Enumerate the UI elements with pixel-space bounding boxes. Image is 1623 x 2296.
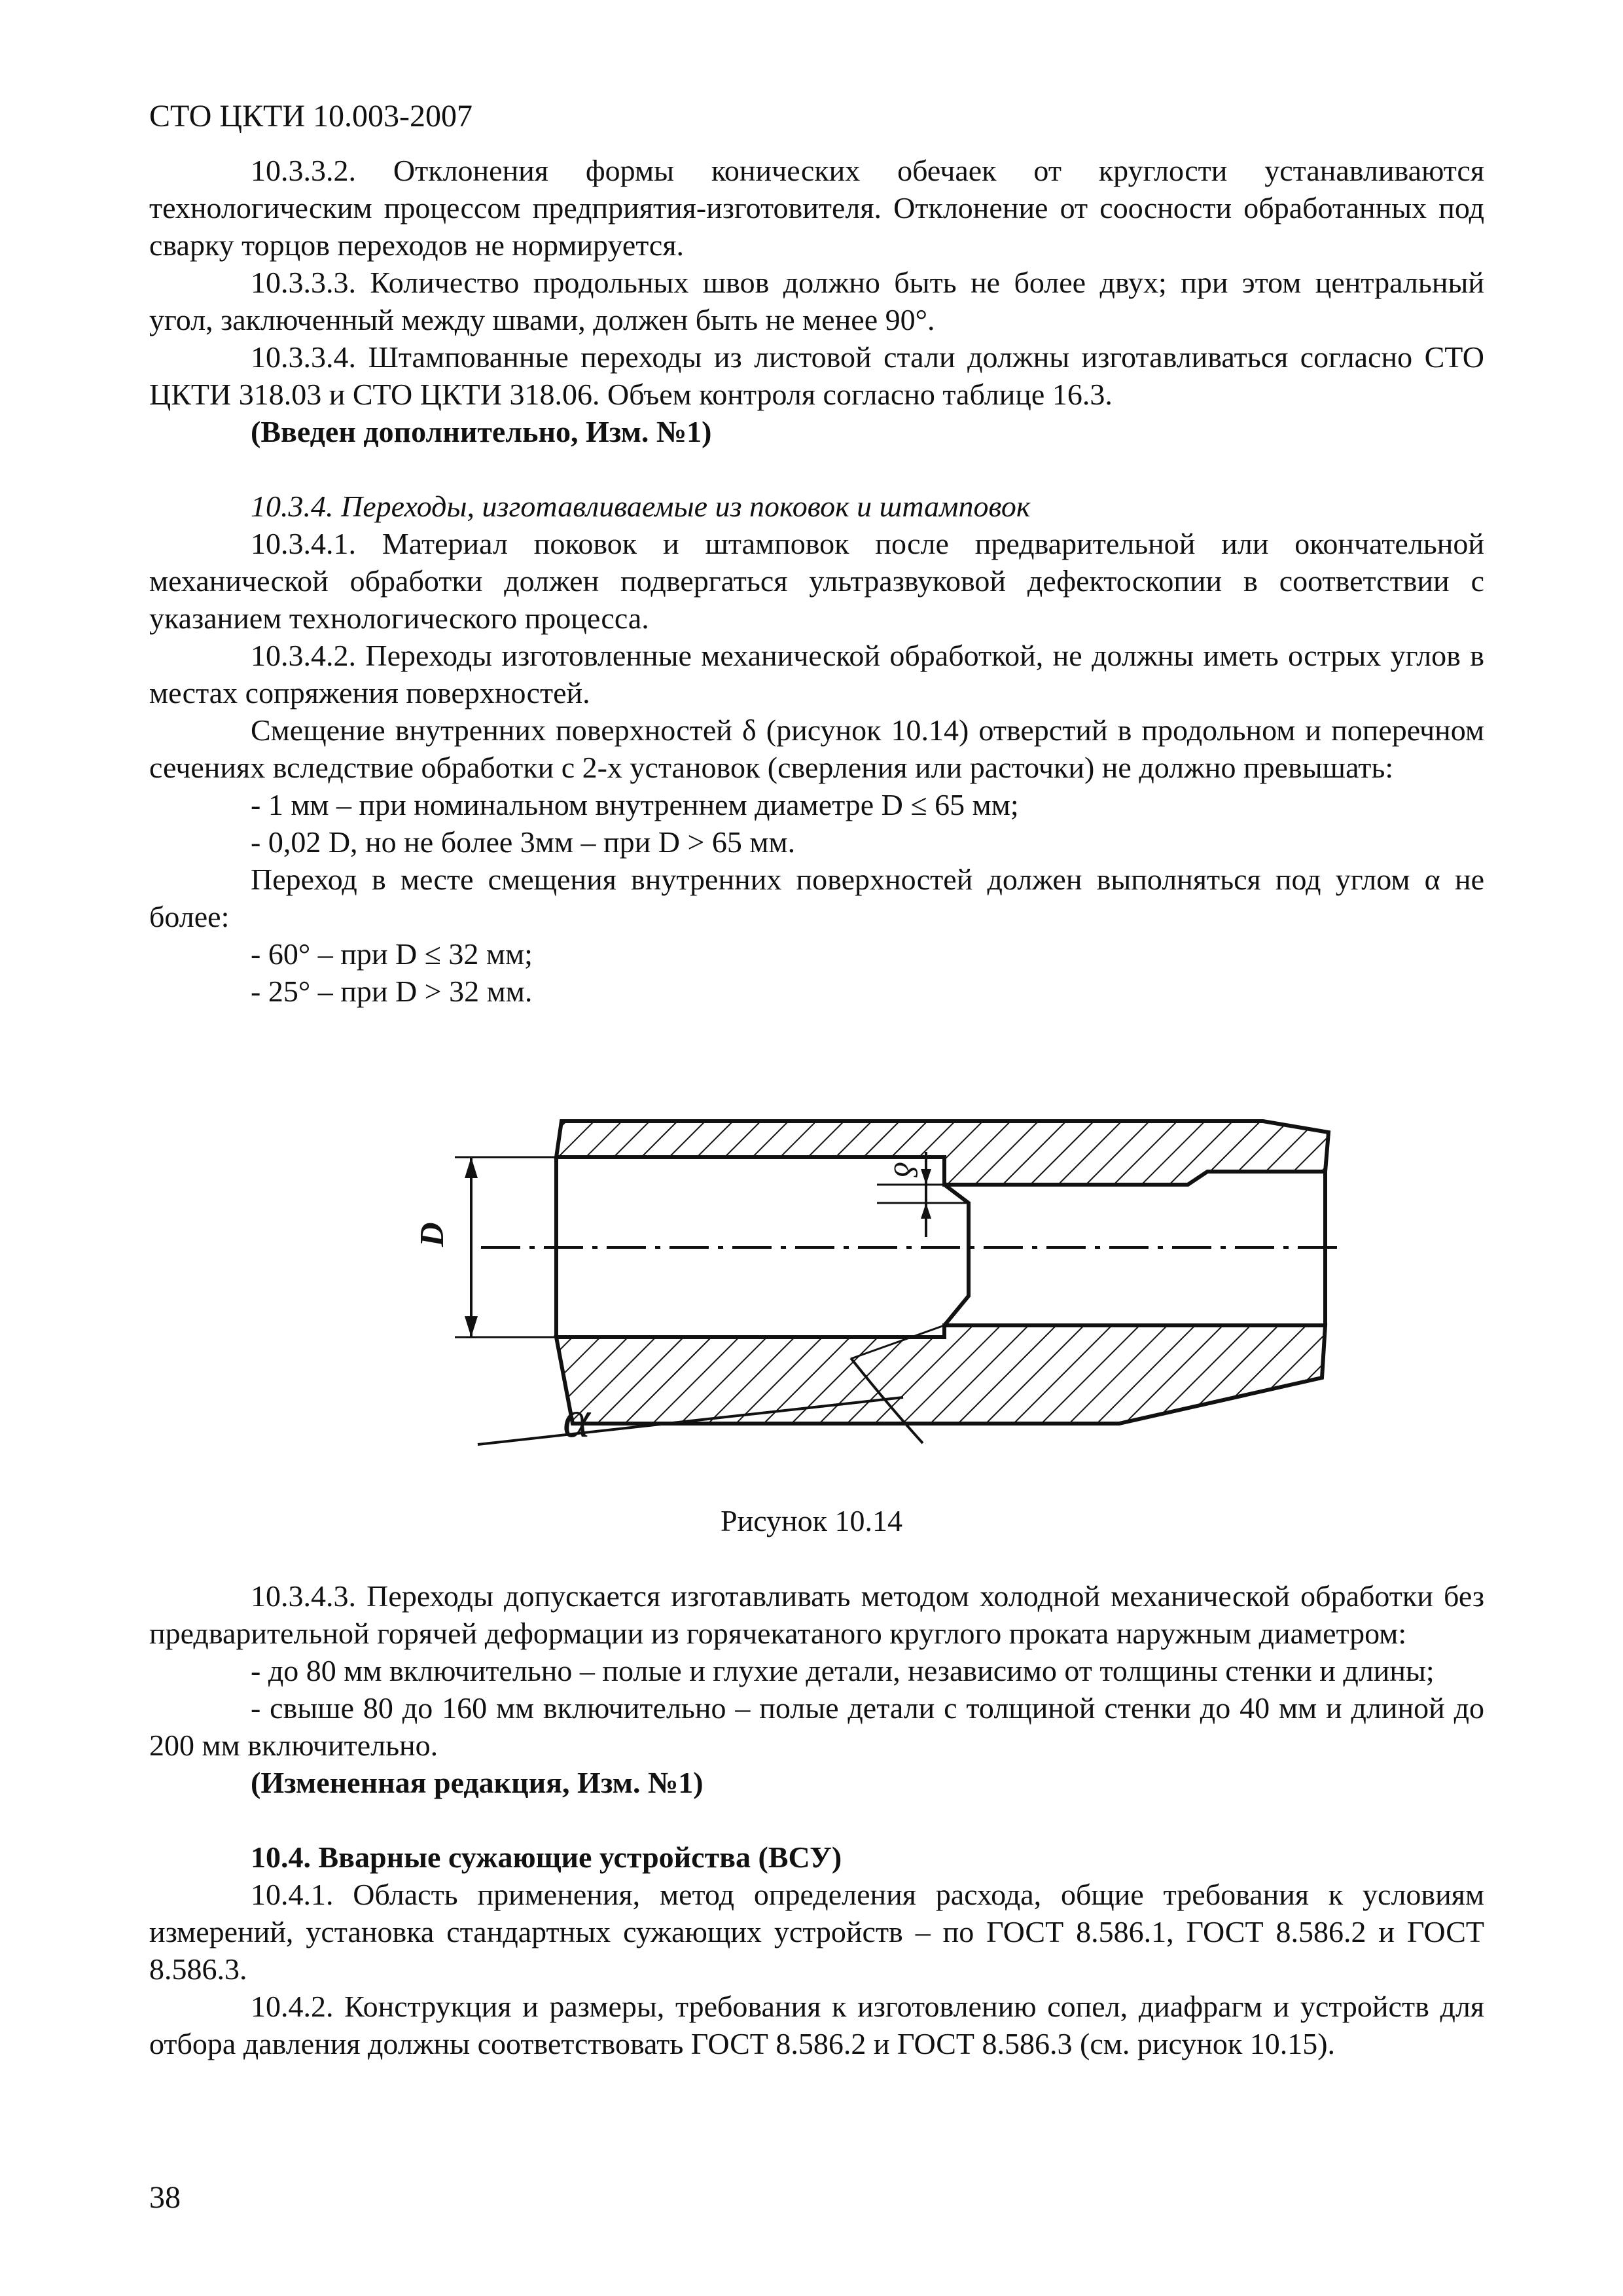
paragraph: - до 80 мм включительно – полые и глухие детали, независимо от толщины стенки и длины; bbox=[251, 1654, 1435, 1687]
paragraph: 10.3.4.2. Переходы изготовленные механической обработкой, не должны иметь острых углов в местах сопряжения поверхностей. bbox=[149, 639, 1484, 709]
paragraph: - 25° – при D > 32 мм. bbox=[251, 975, 533, 1008]
text-block-lower bbox=[149, 1577, 1484, 2062]
paragraph: - 0,02 D, но не более 3мм – при D > 65 мм. bbox=[251, 825, 796, 859]
paragraph: Смещение внутренних поверхностей δ (рисунок 10.14) отверстий в продольном и поперечном сечениях вследствие обработки с 2-х установок (сверления или расточки) не должно превышать: bbox=[149, 713, 1484, 784]
text-block-upper bbox=[149, 152, 1484, 1010]
paragraph: 10.3.4.1. Материал поковок и штамповок после предварительной или окончательной механической обработки должен подвергаться ультразвуковой дефектоскопии в соответствии с указанием технологического процесса. bbox=[149, 527, 1484, 635]
figure-transition-drawing bbox=[393, 1100, 1355, 1479]
label-delta: δ bbox=[887, 1162, 924, 1177]
label-D: D bbox=[414, 1222, 451, 1247]
paragraph: (Введен дополнительно, Изм. №1) bbox=[251, 415, 712, 448]
document-header: СТО ЦКТИ 10.003-2007 bbox=[149, 99, 473, 134]
figure-caption: Рисунок 10.14 bbox=[721, 1504, 902, 1537]
paragraph: - 60° – при D ≤ 32 мм; bbox=[251, 937, 533, 971]
paragraph: 10.4.1. Область применения, метод определения расхода, общие требования к условиям измерений, установка стандартных сужающих устройств – по ГОСТ 8.586.1, ГОСТ 8.586.2 и ГОСТ 8.586.3. bbox=[149, 1878, 1484, 1986]
paragraph: (Измененная редакция, Изм. №1) bbox=[251, 1766, 704, 1799]
paragraph: 10.3.3.4. Штампованные переходы из листовой стали должны изготавливаться согласно СТО ЦКТИ 318.03 и СТО ЦКТИ 318.06. Объем контроля согласно таблице 16.3. bbox=[149, 340, 1484, 411]
paragraph: 10.3.4.3. Переходы допускается изготавливать методом холодной механической обработки без предварительной горячей деформации из горячекатаного круглого проката наружным диаметром: bbox=[149, 1579, 1484, 1650]
paragraph: Переход в месте смещения внутренних поверхностей должен выполняться под углом α не более: bbox=[149, 863, 1484, 933]
paragraph: 10.4.2. Конструкция и размеры, требования к изготовлению сопел, диафрагм и устройств для отбора давления должны соответствовать ГОСТ 8.586.2 и ГОСТ 8.586.3 (см. рисунок 10.15). bbox=[149, 1990, 1484, 2060]
top-wall-section bbox=[556, 1121, 1329, 1185]
paragraph: - свыше 80 до 160 мм включительно – полые детали с толщиной стенки до 40 мм и длиной до 200 мм включительно. bbox=[149, 1691, 1484, 1762]
paragraph bbox=[149, 450, 1484, 488]
page-number: 38 bbox=[149, 2180, 181, 2215]
paragraph: - 1 мм – при номинальном внутреннем диаметре D ≤ 65 мм; bbox=[251, 788, 1019, 821]
bottom-wall-section bbox=[556, 1325, 1325, 1424]
paragraph: 10.4. Вварные сужающие устройства (ВСУ) bbox=[251, 1840, 842, 1874]
bore-step bbox=[944, 1185, 969, 1325]
paragraph bbox=[149, 1801, 1484, 1839]
paragraph: 10.3.3.3. Количество продольных швов должно быть не более двух; при этом центральный угол, заключенный между швами, должен быть не менее 90°. bbox=[149, 266, 1484, 336]
label-alpha: α bbox=[563, 1391, 590, 1448]
paragraph: 10.3.4. Переходы, изготавливаемые из поковок и штамповок bbox=[251, 490, 1031, 523]
paragraph: 10.3.3.2. Отклонения формы конических обечаек от круглости устанавливаются технологическим процессом предприятия-изготовителя. Отклонение от соосности обработанных под сварку торцов переходов не нормируется. bbox=[149, 154, 1484, 262]
